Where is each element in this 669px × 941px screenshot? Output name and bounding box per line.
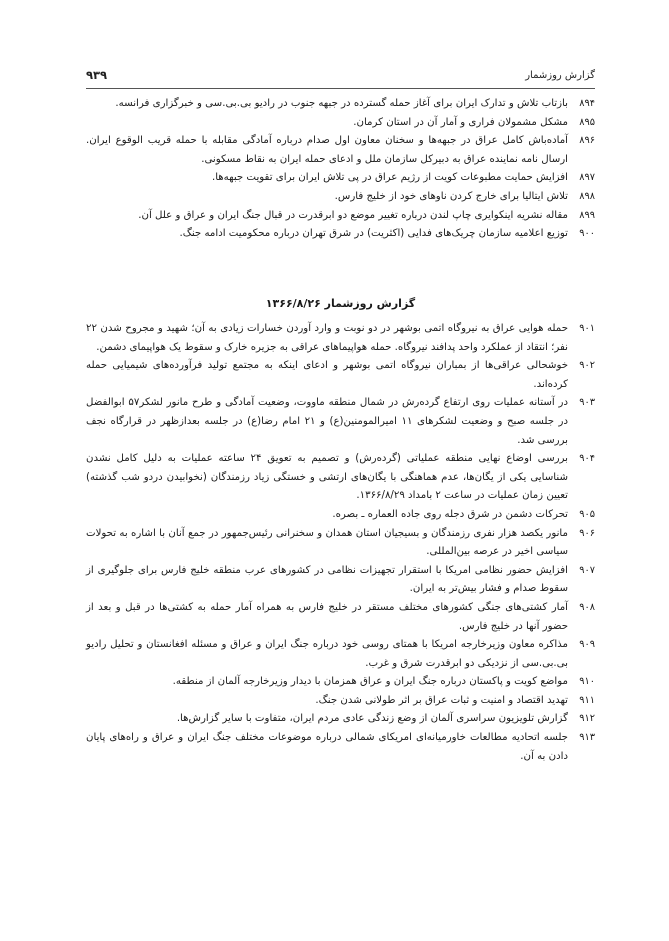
section-heading: گزارش روزشمار ۱۳۶۶/۸/۲۶ <box>265 297 416 310</box>
entry-number: ۹۰۵ <box>579 508 595 520</box>
entry-text: توزیع اعلامیه سازمان چریک‌های فدایی (اکثریت) در شرق تهران درباره محکومیت ادامه جنگ. <box>179 228 568 240</box>
entry-text: آماده‌باش کامل عراق در جبهه‌ها و سخنان معاون اول صدام درباره آمادگی مقابله با حمله قریب الوقوع ایران. ارسال نامه نماینده عراق به دبیرکل سازمان ملل و ادعای حمله ایران به نقاط مسکونی. <box>86 135 568 165</box>
entry-text: در آستانه عملیات روی ارتفاع گرده‌رش در شمال منطقه ماووت، وضعیت آمادگی و طرح مانور لشکر۵۷ ابوالفضل در جلسه صبح و وضعیت لشکرهای ۱۱ امیرالمومنین(ع) و ۲۱ امام رضا(ع) در جلسه بعدازظهر در قرارگاه نجف بررسی شد. <box>86 397 569 446</box>
entry-text: بازتاب تلاش و تدارک ایران برای آغاز حمله گسترده در جبهه جنوب در رادیو بی.بی.سی و خبرگزاری فرانسه. <box>115 98 568 109</box>
entry-text: تحرکات دشمن در شرق دجله روی جاده العماره ـ بصره. <box>332 508 568 520</box>
entry-number: ۹۰۱ <box>579 323 595 334</box>
entry-text: مانور یکصد هزار نفری رزمندگان و بسیجیان استان همدان و سخنرانی رئیس‌جمهور در جمع آنان با اشاره به تحولات سیاسی اخیر در عرصه بین‌المللی. <box>86 527 568 558</box>
entry-number: ۹۰۴ <box>579 453 595 465</box>
entry-item <box>86 636 595 673</box>
page-header <box>86 66 595 84</box>
entry-item <box>86 169 595 188</box>
entry-number: ۸۹۷ <box>579 172 595 184</box>
entry-number: ۹۰۲ <box>579 360 595 372</box>
entry-item <box>86 320 595 357</box>
entry-text: آمار کشتی‌های جنگی کشورهای مختلف مستقر در خلیج فارس به همراه آمار حمله به کشتی‌ها در قبل و بعد از حضور آنها در خلیج فارس. <box>86 601 568 632</box>
entry-text: تلاش ایتالیا برای خارج کردن ناوهای خود از خلیج فارس. <box>334 190 568 202</box>
entry-number: ۹۰۷ <box>579 564 595 576</box>
entry-text: مذاکره معاون وزیرخارجه امریکا با همتای روسی خود درباره جنگ ایران و عراق و مسئله افغانستان و تحلیل رادیو بی.بی.سی از نزدیکی دو ابرقدرت شرق و غرب. <box>86 639 568 669</box>
entry-number: ۸۹۴ <box>579 98 595 109</box>
entry-number: ۸۹۹ <box>579 209 595 221</box>
entry-number: ۹۱۱ <box>579 694 595 706</box>
entry-item <box>86 450 595 506</box>
entry-number: ۸۹۶ <box>579 135 595 147</box>
entry-number: ۹۱۲ <box>579 713 595 725</box>
entry-text: افزایش حمایت مطبوعات کویت از رژیم عراق در پی تلاش ایران برای تقویت جبهه‌ها. <box>211 172 568 184</box>
entry-item <box>86 562 595 599</box>
entry-item <box>86 710 595 729</box>
entry-item <box>86 506 595 525</box>
entry-item <box>86 692 595 711</box>
entry-text: مقاله نشریه اینکوایری چاپ لندن درباره تغییر موضع دو ابرقدرت در قبال جنگ ایران و عراق و علل آن. <box>138 209 568 221</box>
entry-number: ۹۰۳ <box>579 397 595 409</box>
entry-number: ۸۹۸ <box>579 190 595 202</box>
entry-text: تهدید اقتصاد و امنیت و ثبات عراق بر اثر طولانی شدن جنگ. <box>315 694 568 706</box>
entry-item <box>86 132 595 169</box>
entry-number: ۹۰۶ <box>579 527 595 539</box>
entry-text: گزارش تلویزیون سراسری آلمان از وضع زندگی عادی مردم ایران، متفاوت با سایر گزارش‌ها. <box>176 713 568 725</box>
entry-item <box>86 599 595 636</box>
section-chronology-1 <box>86 95 595 244</box>
entry-item <box>86 673 595 692</box>
entry-number: ۹۰۰ <box>579 228 595 240</box>
running-title: گزارش روزشمار <box>525 69 595 81</box>
entry-text: بررسی اوضاع نهایی منطقه عملیاتی (گرده‌رش) و تصمیم به تعویق ۲۴ ساعته عملیات به دلیل کامل نشدن شناسایی یکی از یگان‌ها، عدم هماهنگی با یگان‌های ارتشی و خستگی زیاد رزمندگان (نخوابیدن دردو شب گذشته) تعیین زمان عملیات در ساعت ۲ بامداد ۱۳۶۶/۸/۲۹. <box>86 453 568 502</box>
entry-item <box>86 394 595 450</box>
entry-number: ۹۱۳ <box>579 732 595 744</box>
entry-text: مشکل مشمولان فراری و آمار آن در استان کرمان. <box>353 116 568 128</box>
entry-item <box>86 114 595 133</box>
entry-text: خوشحالی عراقی‌ها از بمباران نیروگاه اتمی بوشهر و ادعای اینکه به مجتمع تولید فرآورده‌های شیمیایی حمله کرده‌اند. <box>86 360 568 390</box>
entry-text: مواضع کویت و پاکستان درباره جنگ ایران و عراق همزمان با دیدار وزیرخارجه آلمان از منطقه. <box>172 676 568 688</box>
entry-item <box>86 525 595 562</box>
header-rule <box>86 88 595 89</box>
entry-text: جلسه اتحادیه مطالعات خاورمیانه‌ای امریکای شمالی درباره موضوعات مختلف جنگ ایران و عراق و راه‌های پایان دادن به آن. <box>86 732 568 762</box>
section-chronology-2 <box>86 294 595 766</box>
entry-item <box>86 729 595 766</box>
entry-item <box>86 225 595 244</box>
entry-number: ۹۱۰ <box>579 676 595 688</box>
entry-number: ۸۹۵ <box>579 116 595 128</box>
entry-item <box>86 188 595 207</box>
entry-text: حمله هوایی عراق به نیروگاه اتمی بوشهر در دو نوبت و وارد آوردن خسارات زیادی به آن؛ شهید و مجروح شدن ۲۲ نفر؛ انتقاد از عملکرد واحد پدافند نیروگاه. حمله هواپیماهای عراقی به جزیره خارک و سقوط یک هواپیمای دشمن. <box>86 323 568 353</box>
entry-item <box>86 207 595 226</box>
entry-item <box>86 357 595 394</box>
entry-text: افزایش حضور نظامی امریکا با استقرار تجهیزات نظامی در کشورهای عرب منطقه خلیج فارس برای جلوگیری از سقوط صدام و فشار بیش‌تر به ایران. <box>86 564 568 595</box>
entry-item <box>86 95 595 114</box>
entry-number: ۹۰۸ <box>579 601 595 613</box>
entry-number: ۹۰۹ <box>579 639 595 651</box>
page-number: ۹۳۹ <box>86 68 108 82</box>
